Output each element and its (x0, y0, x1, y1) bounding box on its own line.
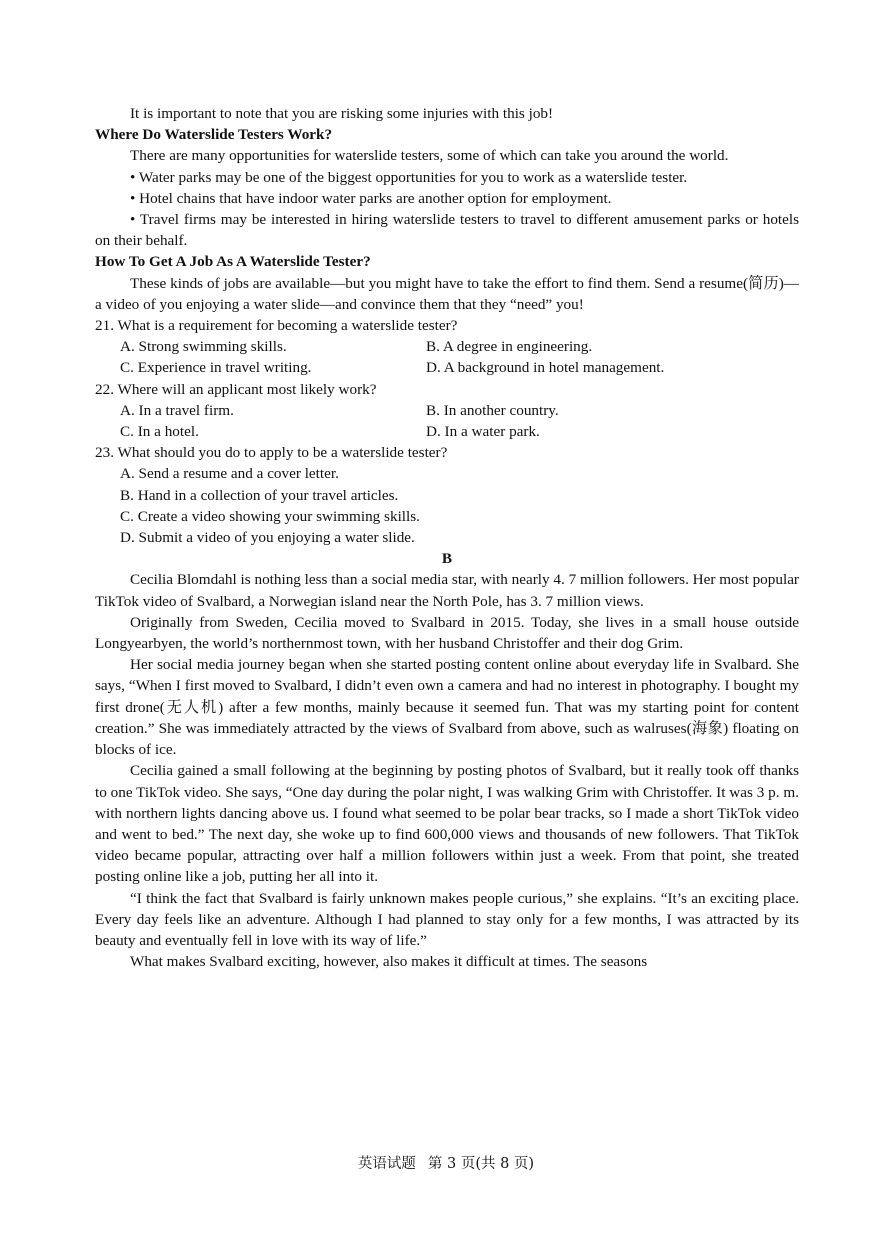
question-21 (95, 315, 799, 379)
footer-subject: 英语试题 (357, 1156, 416, 1172)
option-b: B. In another country. (426, 401, 559, 419)
footer-page-number: 第 3 页(共 8 页) (427, 1156, 535, 1172)
passage-b-paragraph: What makes Svalbard exciting, however, also makes it difficult at times. The seasons (130, 953, 648, 971)
option-c: C. In a hotel. (120, 423, 199, 441)
option-a: A. Send a resume and a cover letter. (120, 465, 339, 483)
option-b: B. Hand in a collection of your travel articles. (120, 486, 399, 504)
option-c: C. Create a video showing your swimming skills. (120, 507, 420, 525)
heading-where: Where Do Waterslide Testers Work? (95, 126, 333, 144)
option-a: A. In a travel firm. (120, 401, 234, 419)
page-footer (0, 1152, 892, 1173)
passage-b-paragraph: “I think the fact that Svalbard is fairly unknown makes people curious,” she explains. “It’s an exciting place. Every day feels like an adventure. Although I had planned to stay only for a few months, I was attracted by its beauty and eventually fell in love with its way of life.” (95, 889, 799, 949)
bullet-hotel-chains: • Hotel chains that have indoor water parks are another option for employment. (130, 189, 612, 207)
option-d: D. In a water park. (426, 423, 540, 441)
options (95, 336, 799, 378)
option-d: D. Submit a video of you enjoying a water slide. (120, 529, 415, 547)
passage-b-paragraph: Cecilia gained a small following at the beginning by posting photos of Svalbard, but it really took off thanks to one TikTok video. She says, “One day during the polar night, I was walking Grim with Christoffer. It was 3 p. m. with northern lights dancing above us. I found what seemed to be polar bear tracks, so I made a short TikTok video and went to bed.” The next day, she woke up to find 600,000 views and thousands of new followers. That TikTok video became popular, attracting over half a million followers within just a week. From that point, she treated posting online like a job, putting her all into it. (95, 762, 799, 886)
passage-b-paragraph: Originally from Sweden, Cecilia moved to Svalbard in 2015. Today, she lives in a small house outside Longyearbyen, the world’s northernmost town, with her husband Christoffer and their dog Grim. (95, 613, 799, 653)
question-stem: 21. What is a requirement for becoming a waterslide tester? (95, 317, 458, 335)
option-c: C. Experience in travel writing. (120, 359, 312, 377)
heading-how: How To Get A Job As A Waterslide Tester? (95, 253, 371, 271)
passage-b-paragraph: Cecilia Blomdahl is nothing less than a social media star, with nearly 4. 7 million followers. Her most popular TikTok video of Svalbard, a Norwegian island near the North Pole, has 3. 7 million views. (95, 571, 799, 610)
option-b: B. A degree in engineering. (426, 338, 593, 356)
question-22 (95, 379, 799, 443)
options (95, 400, 799, 442)
question-stem: 22. Where will an applicant most likely work? (95, 380, 377, 398)
injury-note: It is important to note that you are risking some injuries with this job! (130, 105, 554, 122)
resume-paragraph: These kinds of jobs are available—but you might have to take the effort to find them. Send a resume(简历)—a video of you enjoying a water slide—and convince them that they “need” you! (95, 274, 799, 313)
option-a: A. Strong swimming skills. (120, 338, 287, 356)
option-d: D. A background in hotel management. (426, 359, 665, 377)
bullet-travel-firms: • Travel firms may be interested in hiring waterslide testers to travel to different amusement parks or hotels on their behalf. (95, 211, 799, 250)
question-stem: 23. What should you do to apply to be a waterslide tester? (95, 444, 448, 462)
opportunities-paragraph: There are many opportunities for waterslide testers, some of which can take you around the world. (130, 147, 729, 165)
passage-b-paragraph: Her social media journey began when she started posting content online about everyday life in Svalbard. She says, “When I first moved to Svalbard, I didn’t even own a camera and had no interest in photography. I bought my first drone(无人机) after a few months, mainly because it seemed fun. That was my starting point for content creation.” She was immediately attracted by the views of Svalbard from above, such as walruses(海象) floating on blocks of ice. (95, 656, 799, 759)
question-23 (95, 442, 799, 548)
page-content (95, 103, 799, 972)
section-b-heading: B (441, 550, 453, 568)
bullet-water-parks: • Water parks may be one of the biggest opportunities for you to work as a waterslide tester. (130, 168, 688, 186)
